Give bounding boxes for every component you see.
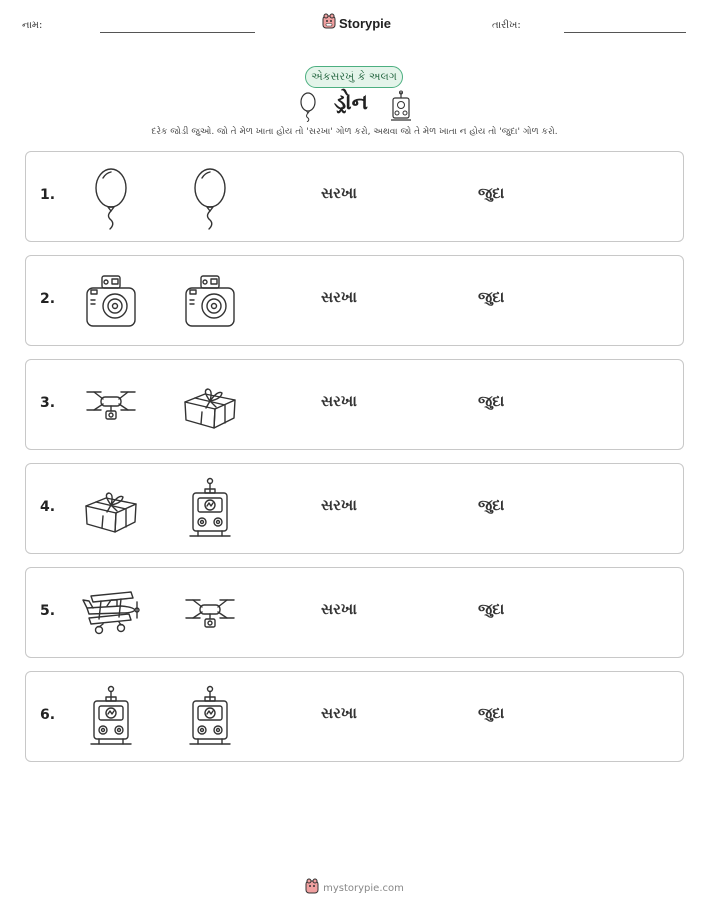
different-option[interactable]: જુદા: [478, 288, 505, 306]
robot-icon: [388, 90, 414, 126]
drone-icon: [81, 372, 141, 438]
brand-name: Storypie: [339, 15, 392, 31]
balloon-icon: [297, 92, 319, 126]
page-title: ડ્રોન: [334, 90, 368, 115]
footer: [0, 878, 709, 898]
camera-icon: [81, 268, 141, 334]
different-option[interactable]: જુદા: [478, 184, 505, 202]
same-option[interactable]: સરખા: [321, 288, 357, 306]
robot-icon: [81, 684, 141, 750]
question-number: 5.: [40, 603, 56, 619]
drone-icon: [180, 580, 240, 646]
question-number: 4.: [40, 499, 56, 515]
question-row: [25, 359, 684, 450]
instructions: દરેક જોડી જુઓ. જો તે મેળ ખાતા હોય તો 'સરખા' ગોળ કરો, અથવા જો તે મેળ ખાતા ન હોય તો 'જુદા' ગોળ કરો.: [151, 127, 558, 137]
brand-logo: [322, 13, 391, 33]
same-option[interactable]: સરખા: [321, 704, 357, 722]
question-row: [25, 567, 684, 658]
robot-icon: [180, 476, 240, 542]
different-option[interactable]: જુદા: [478, 600, 505, 618]
question-number: 1.: [40, 187, 56, 203]
different-option[interactable]: જુદા: [478, 392, 505, 410]
balloon-icon: [81, 164, 141, 230]
question-row: [25, 151, 684, 242]
question-number: 3.: [40, 395, 56, 411]
same-option[interactable]: સરખા: [321, 392, 357, 410]
storypie-mascot-icon: [322, 13, 336, 33]
date-label: તારીખ:: [492, 20, 521, 31]
robot-icon: [180, 684, 240, 750]
biplane-icon: [81, 580, 141, 646]
date-line[interactable]: [564, 32, 686, 33]
question-number: 2.: [40, 291, 56, 307]
question-row: [25, 671, 684, 762]
storypie-mascot-icon: [305, 878, 319, 898]
gift-icon: [81, 476, 141, 542]
different-option[interactable]: જુદા: [478, 496, 505, 514]
title-row: [0, 90, 709, 122]
camera-icon: [180, 268, 240, 334]
balloon-icon: [180, 164, 240, 230]
question-number: 6.: [40, 707, 56, 723]
same-option[interactable]: સરખા: [321, 184, 357, 202]
name-label: નામ:: [22, 20, 43, 31]
question-row: [25, 463, 684, 554]
name-line[interactable]: [100, 32, 255, 33]
same-option[interactable]: સરખા: [321, 496, 357, 514]
same-option[interactable]: સરખા: [321, 600, 357, 618]
footer-site[interactable]: mystorypie.com: [323, 882, 404, 894]
worksheet-tag: એકસરખું કે અલગ: [305, 66, 403, 88]
question-row: [25, 255, 684, 346]
different-option[interactable]: જુદા: [478, 704, 505, 722]
gift-icon: [180, 372, 240, 438]
